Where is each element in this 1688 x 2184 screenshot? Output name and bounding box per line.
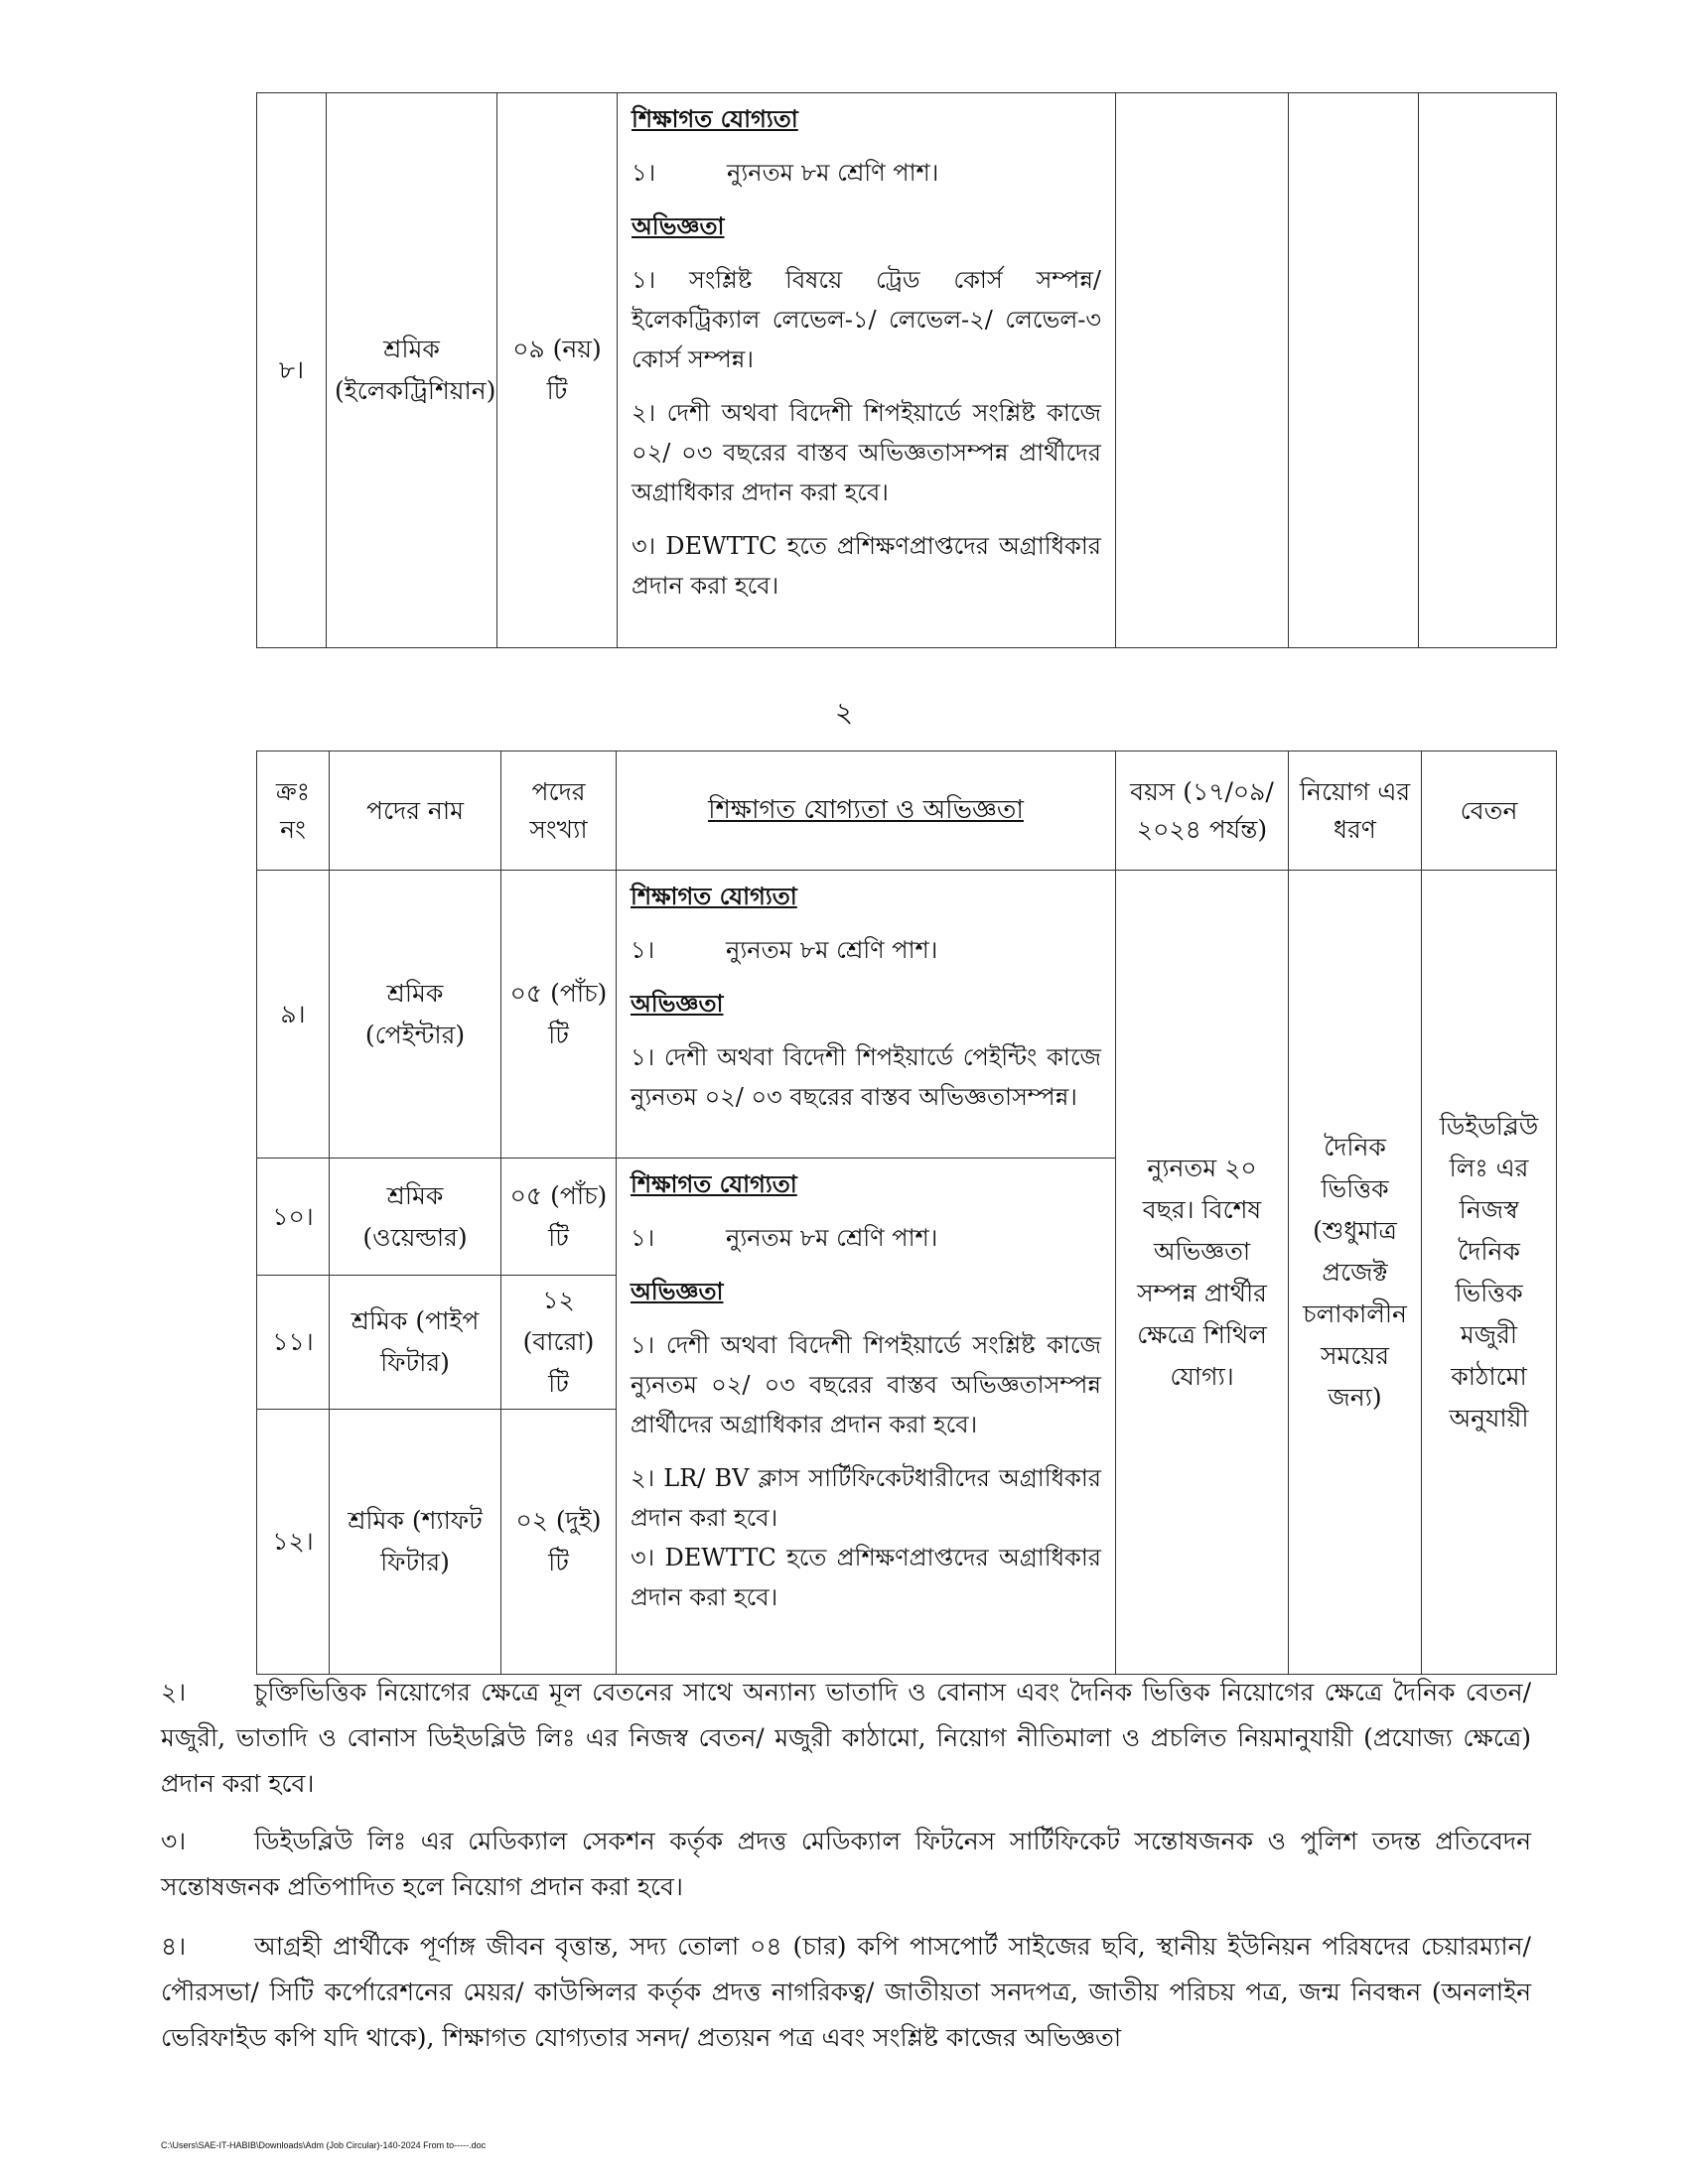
- qualification-cell: [618, 93, 1116, 648]
- item-text: ন্যুনতম ৮ম শ্রেণি পাশ।: [726, 1224, 938, 1252]
- salary-cell: [1419, 93, 1557, 648]
- header-age: বয়স (১৭/০৯/ ২০২৪ পর্যন্ত): [1116, 751, 1289, 871]
- education-heading: শিক্ষাগত যোগ্যতা: [631, 882, 797, 910]
- item-text: ন্যুনতম ৮ম শ্রেণি পাশ।: [726, 936, 938, 964]
- header-post-count: পদের সংখ্যা: [501, 751, 617, 871]
- header-qualification: শিক্ষাগত যোগ্যতা ও অভিজ্ঞতা: [617, 751, 1116, 871]
- table-header-row: [257, 751, 1557, 871]
- serial-cell: ৯।: [257, 871, 330, 1159]
- paragraph-3: [161, 1819, 1531, 1910]
- paragraph-text: আগ্রহী প্রার্থীকে পূর্ণাঙ্গ জীবন বৃত্তান্ত, সদ্য তোলা ০৪ (চার) কপি পাসপোর্ট সাইজের ছবি, স্থানীয় ইউনিয়ন পরিষদের চেয়ারম্যান/ পৌরসভা/ সিটি কর্পোরেশনের মেয়র/ কাউন্সিলর কর্তৃক প্রদত্ত নাগরিকত্ব/ জাতীয়তা সনদপত্র, জাতীয় পরিচয় পত্র, জন্ম নিবন্ধন (অনলাইন ভেরিফাইড কপি যদি থাকে), শিক্ষাগত যোগ্যতার সনদ/ প্রত্যয়ন পত্র এবং সংশ্লিষ্ট কাজের অভিজ্ঞতা: [161, 1932, 1531, 2052]
- paragraph-number: ২।: [161, 1678, 187, 1706]
- age-cell: ন্যুনতম ২০ বছর। বিশেষ অভিজ্ঞতা সম্পন্ন প্রার্থীর ক্ষেত্রে শিথিল যোগ্য।: [1116, 871, 1289, 1675]
- experience-heading: অভিজ্ঞতা: [632, 211, 725, 240]
- post-count-cell: ০৯ (নয়) টি: [497, 93, 618, 648]
- paragraph-2: [161, 1670, 1531, 1807]
- header-appointment: নিয়োগ এর ধরণ: [1289, 751, 1422, 871]
- item-number: ১।: [631, 936, 655, 964]
- serial-cell: ৮।: [257, 93, 327, 648]
- education-item: [631, 1218, 1101, 1258]
- salary-cell: ডিইডব্লিউ লিঃ এর নিজস্ব দৈনিক ভিত্তিক মজুরী কাঠামো অনুযায়ী: [1422, 871, 1557, 1675]
- experience-item-2: ২। দেশী অথবা বিদেশী শিপইয়ার্ডে সংশ্লিষ্ট কাজে ০২/ ০৩ বছরের বাস্তব অভিজ্ঞতাসম্পন্ন প্রার্থীদের অগ্রাধিকার প্রদান করা হবে।: [632, 399, 1101, 506]
- experience-item-1: ১। দেশী অথবা বিদেশী শিপইয়ার্ডে সংশ্লিষ্ট কাজে ন্যুনতম ০২/ ০৩ বছরের বাস্তব অভিজ্ঞতাসম্পন্ন প্রার্থীদের অগ্রাধিকার প্রদান করা হবে।: [631, 1331, 1101, 1438]
- paragraph-number: ৩।: [161, 1827, 187, 1855]
- experience-heading: অভিজ্ঞতা: [631, 1277, 724, 1305]
- serial-cell: ১০।: [257, 1159, 330, 1276]
- post-count-cell: ১২ (বারো) টি: [501, 1276, 617, 1410]
- education-heading: শিক্ষাগত যোগ্যতা: [631, 1169, 797, 1198]
- paragraph-text: ডিইডব্লিউ লিঃ এর মেডিক্যাল সেকশন কর্তৃক প্রদত্ত মেডিক্যাল ফিটনেস সার্টিফিকেট সন্তোষজনক ও পুলিশ তদন্ত প্রতিবেদন সন্তোষজনক প্রতিপাদিত হলে নিয়োগ প্রদান করা হবে।: [161, 1827, 1531, 1901]
- experience-item-1: ১। সংশ্লিষ্ট বিষয়ে ট্রেড কোর্স সম্পন্ন/ ইলেকট্রিক্যাল লেভেল-১/ লেভেল-২/ লেভেল-৩ কোর্স সম্পন্ন।: [632, 266, 1101, 373]
- post-name-cell: শ্রমিক (শ্যাফট ফিটার): [330, 1410, 501, 1675]
- education-heading: শিক্ষাগত যোগ্যতা: [632, 104, 798, 133]
- age-cell: [1116, 93, 1289, 648]
- education-item: [632, 153, 1101, 193]
- paragraph-text: চুক্তিভিত্তিক নিয়োগের ক্ষেত্রে মূল বেতনের সাথে অন্যান্য ভাতাদি ও বোনাস এবং দৈনিক ভিত্তিক নিয়োগের ক্ষেত্রে দৈনিক বেতন/ মজুরী, ভাতাদি ও বোনাস ডিইডব্লিউ লিঃ এর নিজস্ব বেতন/ মজুরী কাঠামো, নিয়োগ নীতিমালা ও প্রচলিত নিয়মানুযায়ী (প্রযোজ্য ক্ষেত্রে) প্রদান করা হবে।: [161, 1678, 1531, 1798]
- qualification-cell: [617, 871, 1116, 1159]
- post-name-cell: শ্রমিক (পেইন্টার): [330, 871, 501, 1159]
- job-table: [256, 751, 1557, 1675]
- appointment-cell: দৈনিক ভিত্তিক (শুধুমাত্র প্রজেক্ট চলাকালীন সময়ের জন্য): [1289, 871, 1422, 1675]
- continued-table: [256, 92, 1557, 648]
- item-number: ১।: [632, 159, 656, 187]
- post-name-cell: শ্রমিক (পাইপ ফিটার): [330, 1276, 501, 1410]
- experience-item-2: ২। LR/ BV ক্লাস সার্টিফিকেটধারীদের অগ্রাধিকার প্রদান করা হবে।: [631, 1464, 1101, 1532]
- appointment-cell: [1289, 93, 1419, 648]
- header-salary: বেতন: [1422, 751, 1557, 871]
- education-item: [631, 930, 1101, 970]
- item-text: ন্যুনতম ৮ম শ্রেণি পাশ।: [727, 159, 939, 187]
- table-row-8: [257, 93, 1557, 648]
- post-count-cell: ০৫ (পাঁচ) টি: [501, 871, 617, 1159]
- post-count-cell: ০৫ (পাঁচ) টি: [501, 1159, 617, 1276]
- post-count-cell: ০২ (দুই) টি: [501, 1410, 617, 1675]
- serial-cell: ১২।: [257, 1410, 330, 1675]
- paragraph-4: [161, 1924, 1531, 2061]
- serial-cell: ১১।: [257, 1276, 330, 1410]
- post-name-cell: শ্রমিক (ওয়েল্ডার): [330, 1159, 501, 1276]
- experience-item-3: ৩। DEWTTC হতে প্রশিক্ষণপ্রাপ্তদের অগ্রাধিকার প্রদান করা হবে।: [631, 1544, 1101, 1611]
- header-serial: ক্রঃ নং: [257, 751, 330, 871]
- experience-item-1: ১। দেশী অথবা বিদেশী শিপইয়ার্ডে পেইন্টিং কাজে ন্যুনতম ০২/ ০৩ বছরের বাস্তব অভিজ্ঞতাসম্পন্ন।: [631, 1043, 1101, 1111]
- header-post-name: পদের নাম: [330, 751, 501, 871]
- file-path-footer: C:\Users\SAE-IT-HABIB\Downloads\Adm (Job Circular)-140-2024 From to-----.doc: [161, 2140, 487, 2150]
- experience-item-3: ৩। DEWTTC হতে প্রশিক্ষণপ্রাপ্তদের অগ্রাধিকার প্রদান করা হবে।: [632, 532, 1101, 600]
- item-number: ১।: [631, 1224, 655, 1252]
- paragraph-number: ৪।: [161, 1932, 187, 1961]
- post-name-cell: শ্রমিক (ইলেকট্রিশিয়ান): [327, 93, 497, 648]
- table-row-9: [257, 871, 1557, 1159]
- page-number: ২: [834, 696, 854, 729]
- experience-heading: অভিজ্ঞতা: [631, 989, 724, 1018]
- qualification-cell-group: [617, 1159, 1116, 1675]
